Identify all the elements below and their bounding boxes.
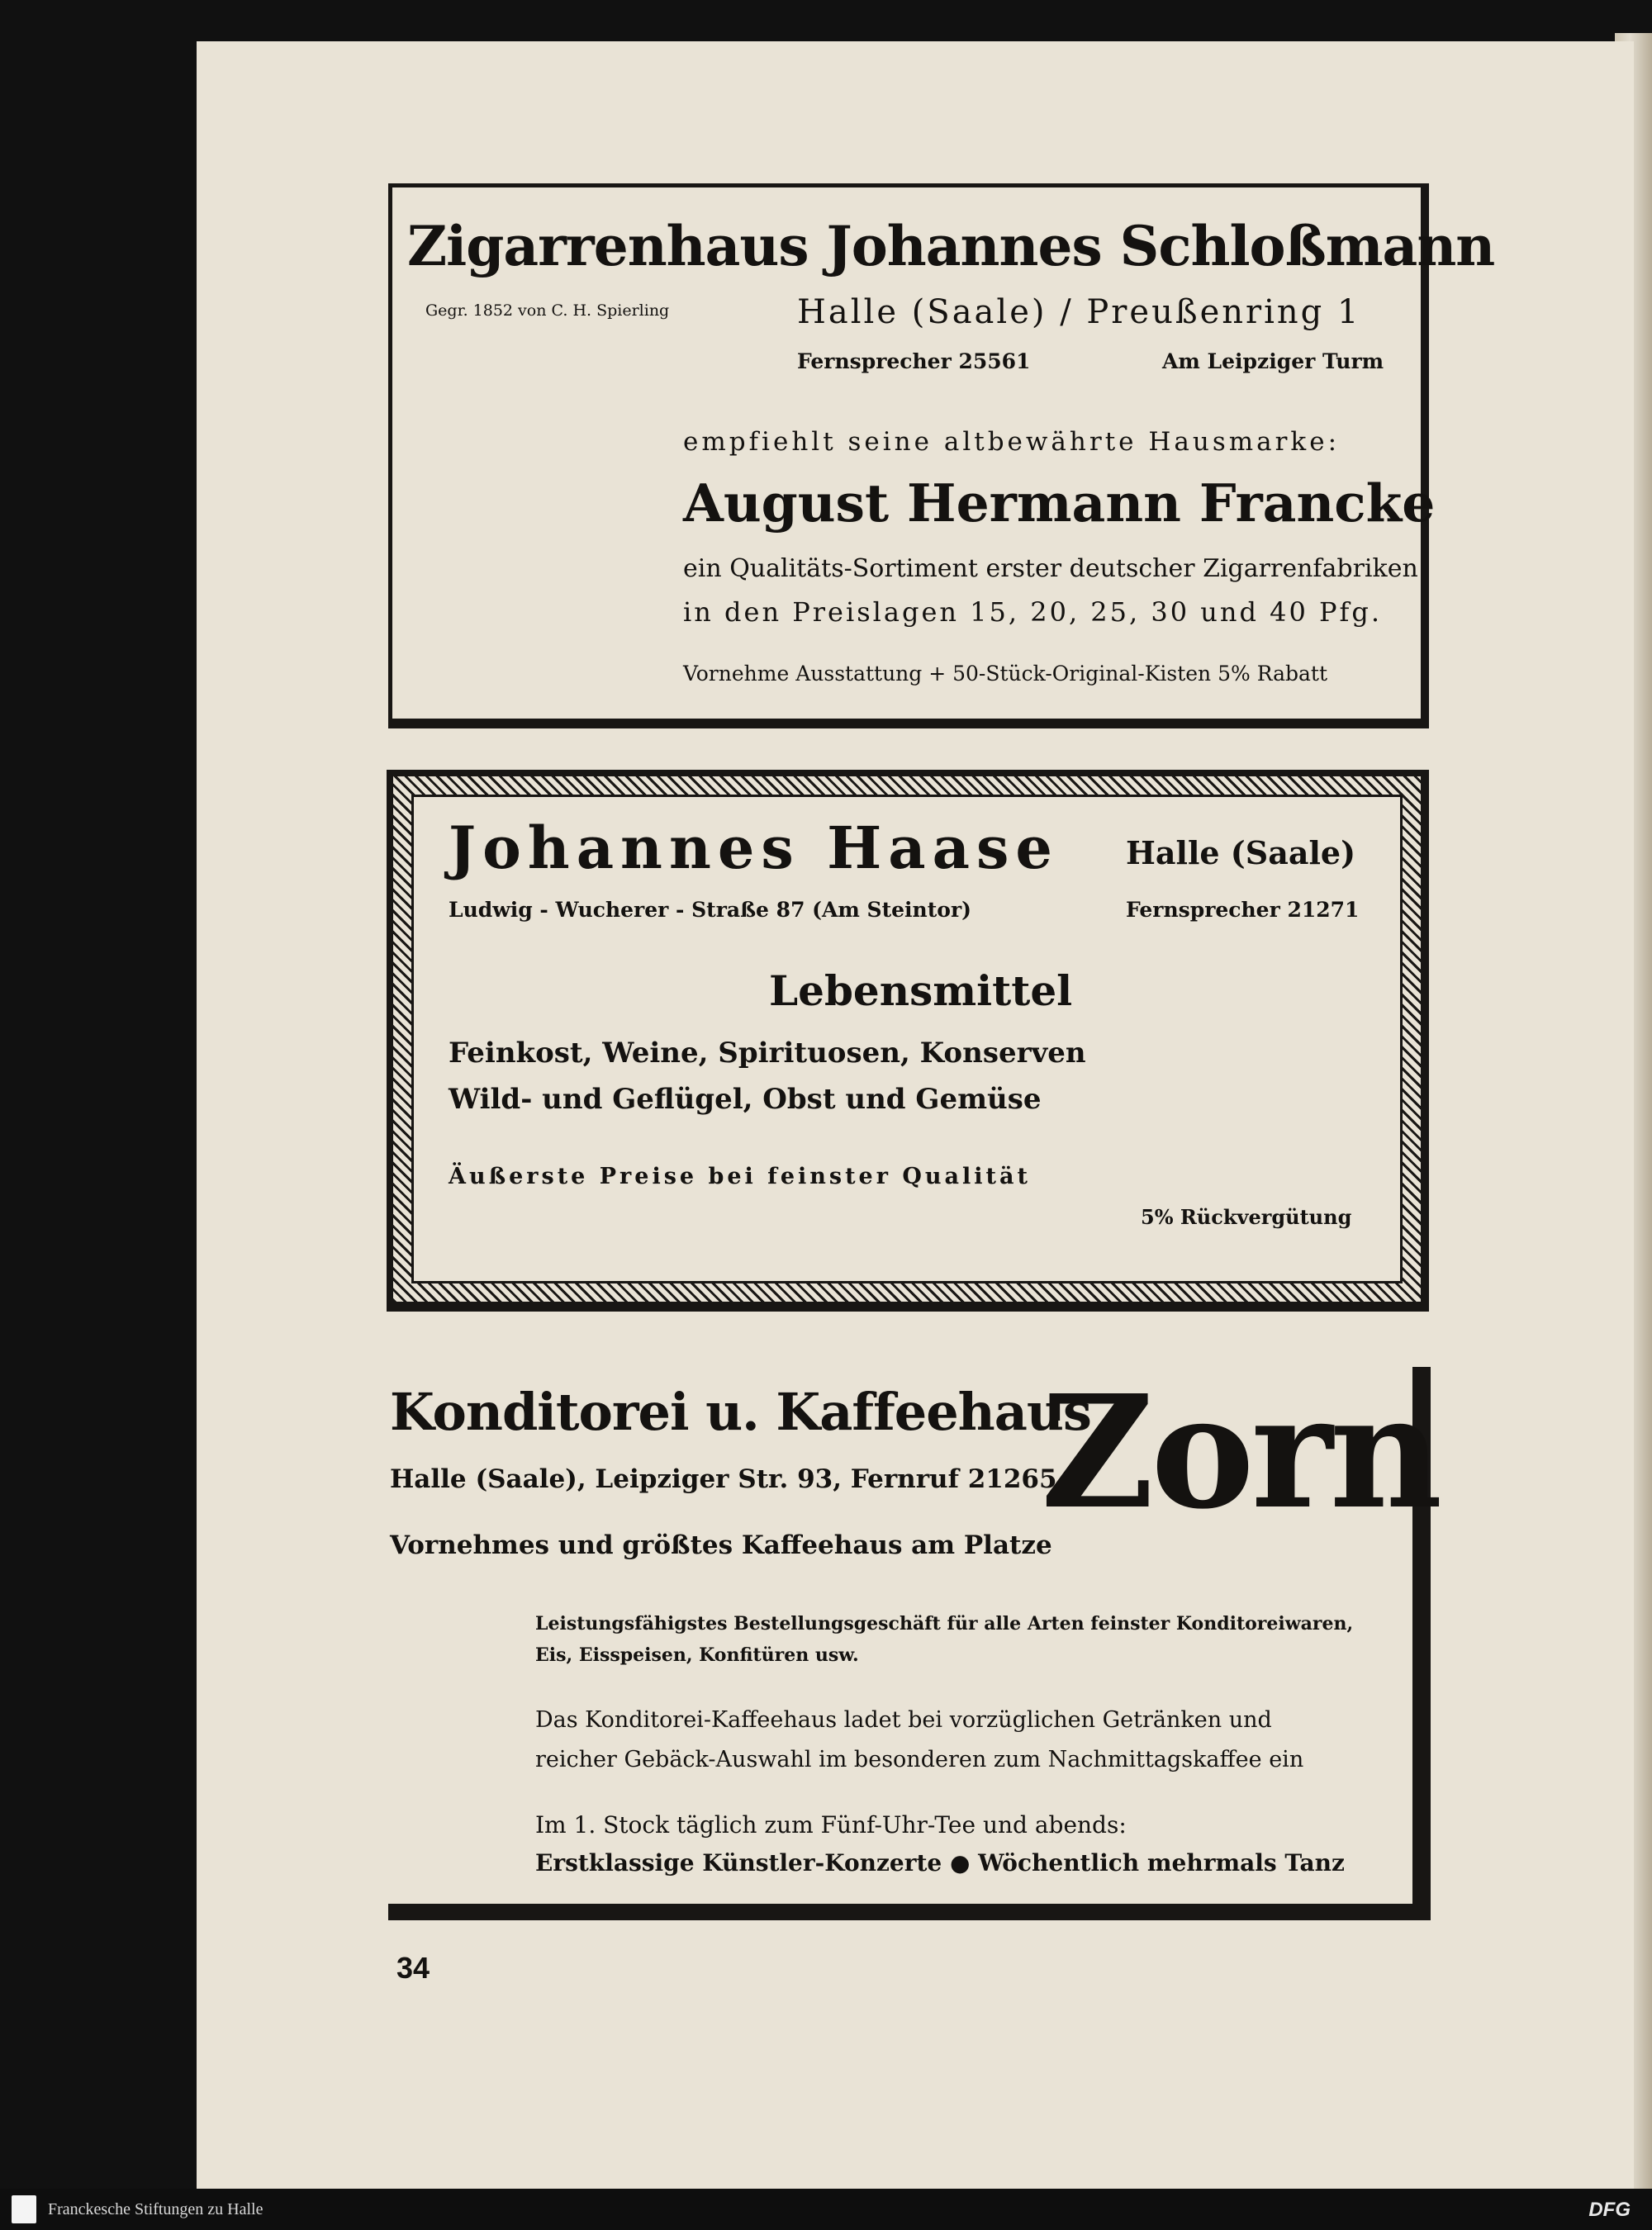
ad1-phone: Fernsprecher 25561: [797, 349, 1031, 373]
ad-zigarrenhaus: [388, 183, 1495, 728]
ad2-discount: 5% Rückvergütung: [1141, 1205, 1352, 1229]
ad1-founded: Gegr. 1852 von C. H. Spierling: [425, 301, 670, 320]
dfg-logo: DFG: [1588, 2199, 1631, 2221]
ad-johannes-haase: [387, 770, 1429, 1312]
ad1-location: Am Leipziger Turm: [1162, 349, 1384, 373]
ad3-p3-line1: Im 1. Stock täglich zum Fünf-Uhr-Tee und abends:: [535, 1811, 1127, 1839]
ad3-p1-line1: Leistungsfähigstes Bestellungsgeschäft für alle Arten feinster Konditoreiwaren,: [535, 1613, 1354, 1635]
ad2-phone: Fernsprecher 21271: [1126, 898, 1360, 922]
ad1-intro: empfiehlt seine altbewährte Hausmarke:: [683, 427, 1341, 457]
ad1-brand: August Hermann Francke: [683, 472, 1436, 534]
ad2-name: Johannes Haase: [449, 814, 1059, 882]
ad3-title: Konditorei u. Kaffeehaus: [390, 1382, 1091, 1442]
ad2-city: Halle (Saale): [1126, 834, 1356, 871]
ad2-address: Ludwig - Wucherer - Straße 87 (Am Steintor): [449, 898, 971, 922]
ad3-p2-line2: reicher Gebäck-Auswahl im besonderen zum Nachmittagskaffee ein: [535, 1747, 1304, 1772]
ad2-panel: [411, 795, 1403, 1283]
ad1-footer: Vornehme Ausstattung + 50-Stück-Original-Kisten 5% Rabatt: [683, 662, 1327, 686]
ad3-tagline: Vornehmes und größtes Kaffeehaus am Platze: [390, 1530, 1052, 1560]
ad2-line2: Wild- und Geflügel, Obst und Gemüse: [449, 1083, 1042, 1116]
page-number: 34: [396, 1951, 430, 1985]
institution-logo-icon: [12, 2195, 36, 2223]
ad1-desc-line2: in den Preislagen 15, 20, 25, 30 und 40 Pfg.: [683, 596, 1383, 628]
ad1-desc-line1: ein Qualitäts-Sortiment erster deutscher Zigarrenfabriken: [683, 554, 1418, 583]
ad-kaffeehaus-zorn: [388, 1361, 1440, 1920]
ad2-slogan: Äußerste Preise bei feinster Qualität: [449, 1164, 1031, 1189]
ad3-p1-line2: Eis, Eisspeisen, Konfitüren usw.: [535, 1644, 859, 1666]
ad2-line1: Feinkost, Weine, Spirituosen, Konserven: [449, 1037, 1086, 1070]
ad3-address: Halle (Saale), Leipziger Str. 93, Fernruf 21265: [390, 1464, 1057, 1494]
ad3-name: Zorn: [1041, 1361, 1440, 1544]
ad3-p3-line2: Erstklassige Künstler-Konzerte ● Wöchentlich mehrmals Tanz: [535, 1849, 1345, 1877]
ad1-shop-name: Zigarrenhaus Johannes Schloßmann: [407, 214, 1495, 278]
viewer-footer: [0, 2189, 1652, 2230]
ad2-category: Lebensmittel: [769, 966, 1073, 1015]
ad3-bottom-rule: [388, 1904, 1431, 1920]
institution-name: Franckesche Stiftungen zu Halle: [48, 2200, 263, 2218]
ad3-p2-line1: Das Konditorei-Kaffeehaus ladet bei vorzüglichen Getränken und: [535, 1707, 1272, 1733]
ad1-address: Halle (Saale) / Preußenring 1: [797, 293, 1361, 331]
